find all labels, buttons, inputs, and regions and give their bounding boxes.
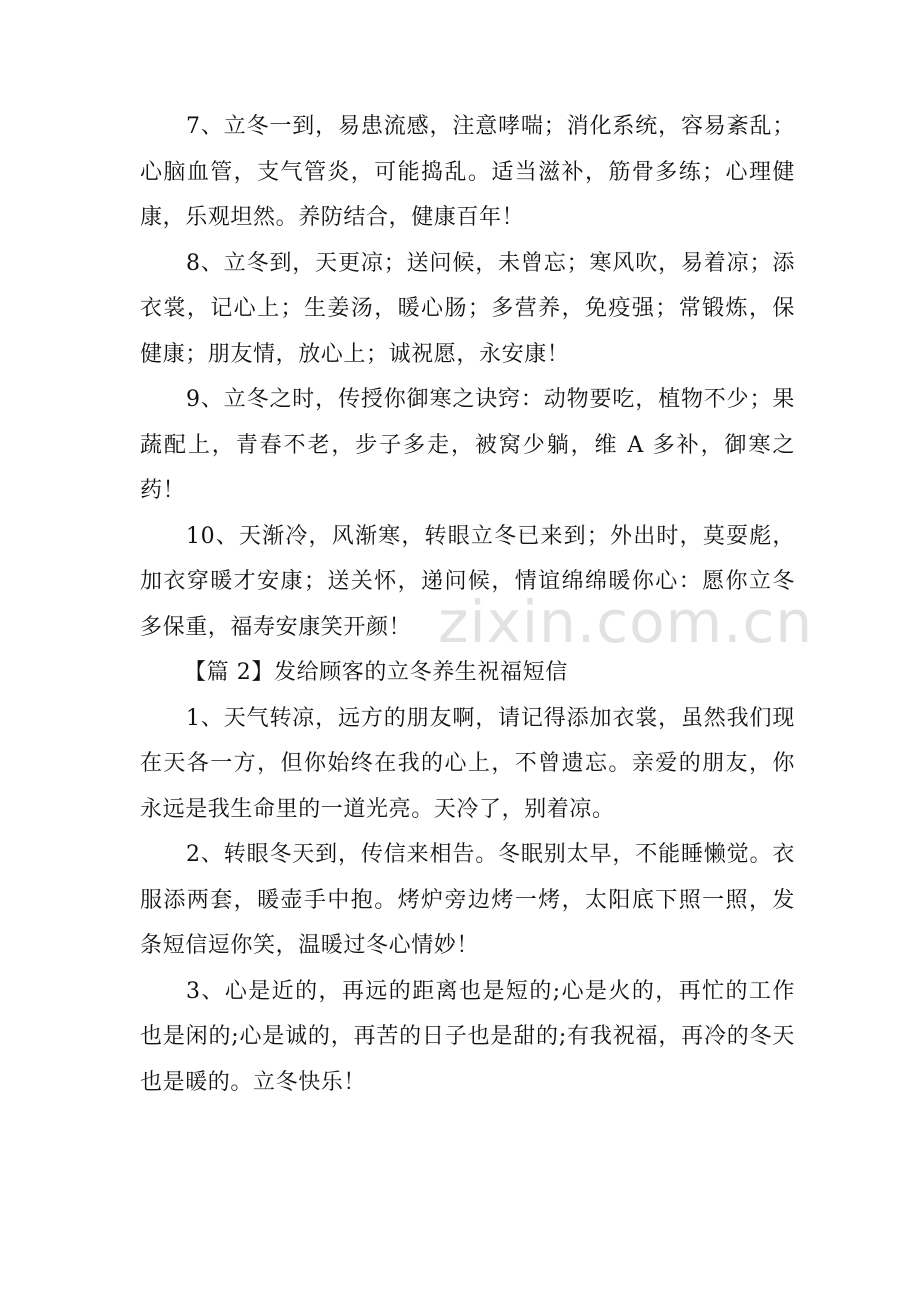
paragraph-2-1: 1、天气转凉，远方的朋友啊，请记得添加衣裳，虽然我们现在天各一方，但你始终在我的心上，不曾遗忘。亲爱的朋友，你永远是我生命里的一道光亮。天冷了，别着凉。: [140, 705, 795, 822]
watermark: zixin.com.cn: [438, 588, 814, 656]
paragraph-9: 9、立冬之时，传授你御寒之诀窍：动物要吃，植物不少；果蔬配上，青春不老，步子多走，被窝少躺，维 A 多补，御寒之药！: [140, 387, 795, 503]
document-body: [140, 104, 795, 1105]
section-heading: 【篇 2】发给顾客的立冬养生祝福短信: [184, 660, 568, 685]
paragraph-2-2: 2、转眼冬天到，传信来相告。冬眠别太早，不能睡懒觉。衣服添两套，暖壶手中抱。烤炉旁边烤一烤，太阳底下照一照，发条短信逗你笑，温暖过冬心情妙！: [140, 842, 795, 958]
paragraph-10: 10、天渐冷，风渐寒，转眼立冬已来到；外出时，莫耍彪，加衣穿暖才安康；送关怀，递问候，情谊绵绵暖你心：愿你立冬多保重，福寿安康笑开颜！: [140, 523, 795, 640]
paragraph-2-3: 3、心是近的，再远的距离也是短的;心是火的，再忙的工作也是闲的;心是诚的，再苦的日子也是甜的;有我祝福，再冷的冬天也是暖的。立冬快乐！: [140, 978, 795, 1095]
paragraph-7: 7、立冬一到，易患流感，注意哮喘；消化系统，容易紊乱；心脑血管，支气管炎，可能捣乱。适当滋补，筋骨多练；心理健康，乐观坦然。养防结合，健康百年！: [140, 114, 795, 230]
paragraph-8: 8、立冬到，天更凉；送问候，未曾忘；寒风吹，易着凉；添衣裳，记心上；生姜汤，暖心肠；多营养，免疫强；常锻炼，保健康；朋友情，放心上；诚祝愿，永安康！: [140, 250, 795, 367]
